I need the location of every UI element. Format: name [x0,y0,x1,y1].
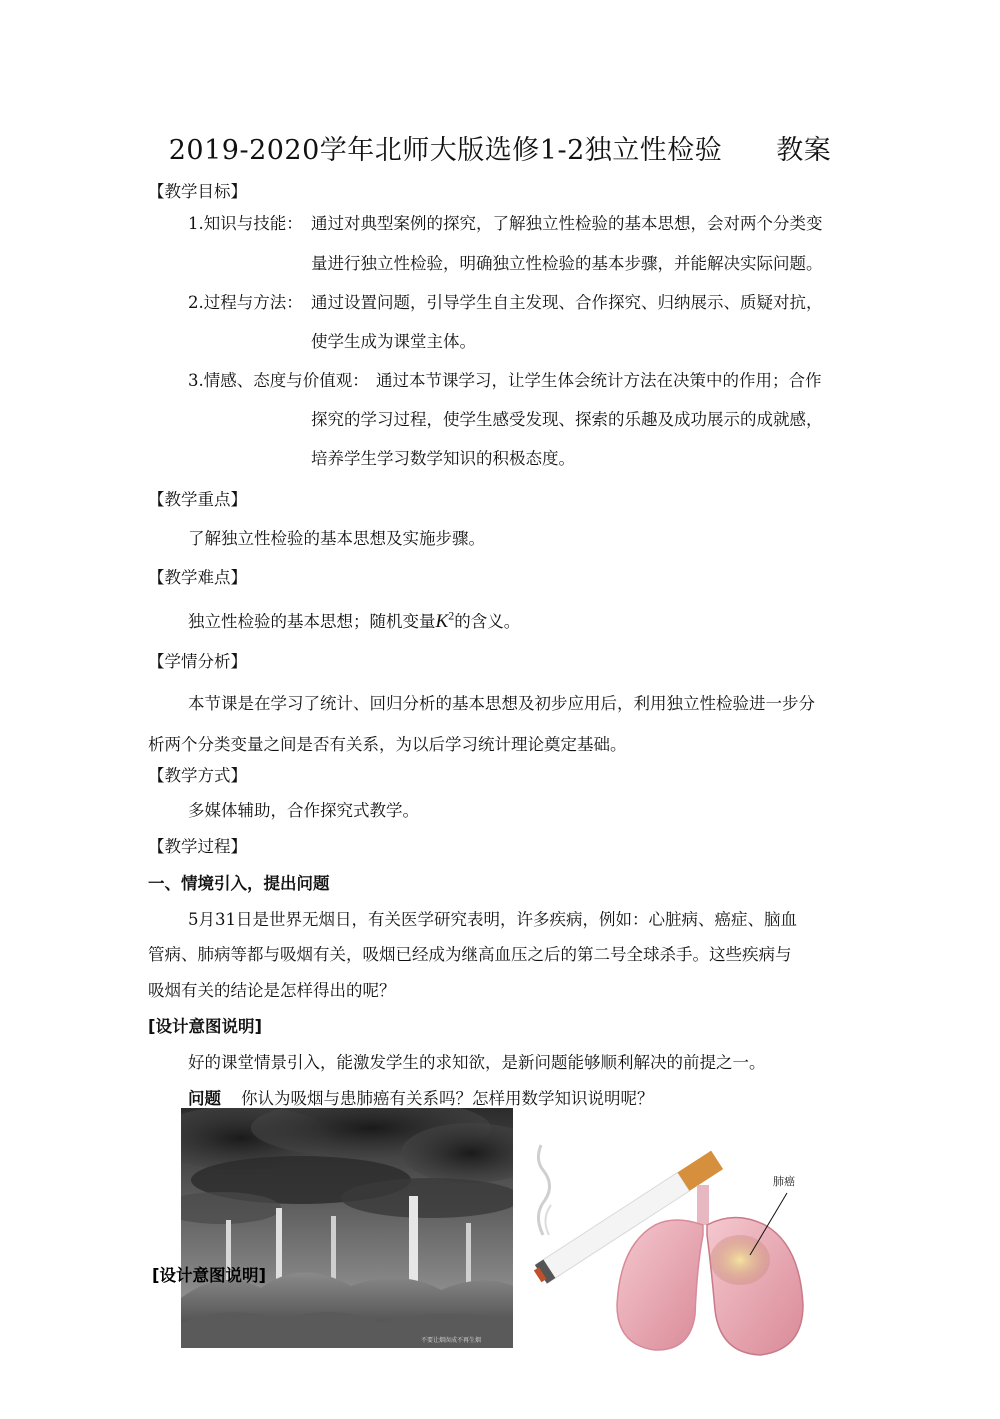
process-heading: 【教学过程】 [148,837,247,856]
objective-1-line-2: 量进行独立性检验，明确独立性检验的基本步骤，并能解决实际问题。 [311,254,823,273]
left-image-caption: 不要让烟囱成不再生烟 [420,1337,481,1344]
analysis-heading: 【学情分析】 [148,652,247,671]
intro-para-line-3: 吸烟有关的结论是怎样得出的呢？ [148,981,396,1000]
objective-2-label: 2.过程与方法： [188,293,303,312]
question-line [188,1085,654,1109]
objective-1-label: 1.知识与技能： [188,214,303,233]
method-heading: 【教学方式】 [148,766,247,785]
objective-3-label: 3.情感、态度与价值观： [188,371,369,390]
objective-1-line-1: 通过对典型案例的探究，了解独立性检验的基本思想，会对两个分类变 [311,214,823,233]
analysis-line-1: 本节课是在学习了统计、回归分析的基本思想及初步应用后，利用独立性检验进一步分 [188,694,815,713]
design-intent-label: [设计意图说明] [148,1017,263,1036]
cigarette-lung-image [525,1115,855,1415]
difficulties-text: 独立性检验的基本思想；随机变量$K^2$的含义。 [188,608,521,632]
design-intent-label-2: [设计意图说明] [152,1266,267,1285]
method-text: 多媒体辅助，合作探究式教学。 [188,801,419,820]
key-points-heading: 【教学重点】 [148,490,247,509]
design-intent-text: 好的课堂情景引入，能激发学生的求知欲，是新问题能够顺利解决的前提之一。 [188,1053,766,1072]
objective-3-line-3: 培养学生学习数学知识的积极态度。 [311,449,575,468]
question-text: 你认为吸烟与患肺癌有关系吗？怎样用数学知识说明呢？ [241,1089,654,1108]
intro-para-line-1: 5月31日是世界无烟日，有关医学研究表明，许多疾病，例如：心脏病、癌症、脑血 [188,910,797,929]
page-title: 2019-2020学年北师大版选修1-2独立性检验 教案 [168,135,832,166]
k-squared-symbol: $K^2$ [435,608,455,632]
objective-3-line-1: 通过本节课学习，让学生体会统计方法在决策中的作用；合作 [376,371,822,390]
difficulties-heading: 【教学难点】 [148,568,247,587]
intro-para-line-2: 管病、肺病等都与吸烟有关，吸烟已经成为继高血压之后的第二号全球杀手。这些疾病与 [148,945,792,964]
analysis-line-2: 析两个分类变量之间是否有关系，为以后学习统计理论奠定基础。 [148,735,627,754]
lung-cancer-label: 肺癌 [773,1175,795,1188]
question-label: 问题 [188,1089,221,1108]
key-points-text: 了解独立性检验的基本思想及实施步骤。 [188,529,485,548]
part-1-title: 一、情境引入，提出问题 [148,874,330,893]
objective-3-line-2: 探究的学习过程，使学生感受发现、探索的乐趣及成功展示的成就感， [311,410,823,429]
objective-2-line-1: 通过设置问题，引导学生自主发现、合作探究、归纳展示、质疑对抗， [311,293,823,312]
objective-2-line-2: 使学生成为课堂主体。 [311,332,476,351]
objectives-heading: 【教学目标】 [148,182,247,201]
smokestack-faces-image [181,1108,513,1348]
